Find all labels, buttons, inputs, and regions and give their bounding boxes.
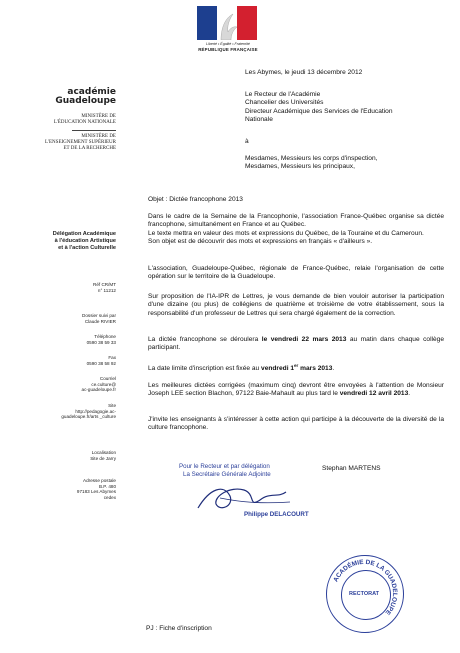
round-stamp-text — [326, 555, 402, 631]
fax: Fax 0590 38 58 92 — [86, 355, 116, 366]
paragraph-final: J'invite les enseignants à s'intéresser à cette action qui participe à la découverte de la diversité de la culture francophone. — [148, 416, 444, 432]
localisation: Localisation Site de Jarry — [90, 450, 116, 461]
recipients-block: Mesdames, Messieurs les corps d'inspection, Mesdames, Messieurs les principaux, — [245, 155, 378, 171]
courriel: Courriel ce.culture@ ac-guadeloupe.fr — [81, 376, 116, 393]
piece-jointe: PJ : Fiche d'inscription — [146, 625, 212, 632]
academie-logo-line2: Guadeloupe — [55, 96, 116, 106]
signer-name: Philippe DELACOURT — [244, 511, 309, 518]
paragraph: Le texte mettra en valeur des mots et expressions du Québec, de la Touraine et du Cameroun. — [148, 229, 424, 237]
body-text — [148, 213, 444, 247]
reference: Réf CR/MT n° 11212 — [93, 282, 116, 293]
ministere-education: MINISTÈRE DE L'ÉDUCATION NATIONALE — [53, 114, 116, 125]
paragraph: L'association, Guadeloupe-Québec, régionale de France-Québec, relaie l'organisation de cette opération sur le territoire de la Guadeloupe. — [148, 265, 444, 281]
paragraph-date-limite: La date limite d'inscription est fixée au vendredi 1er mars 2013. — [148, 363, 335, 373]
academie-logo-line1: académie — [67, 87, 116, 97]
paragraph-copies: Les meilleures dictées corrigées (maximum cinq) devront être envoyées à l'attention de Monsieur Joseph LEE section Blachon, 97122 Baie-Mahault au plus tard le vendredi 12 avril 2013. — [148, 382, 444, 398]
telephone: Téléphone 0590 38 59 33 — [86, 334, 116, 345]
delegation-stamp: Pour le Recteur et par délégation La Secrétaire Générale Adjointe — [179, 463, 271, 478]
paragraph: Sur proposition de l'IA-IPR de Lettres, je vous demande de bien vouloir autoriser la participation d'une dizaine (ou plus) de collégiens de quatrième et troisième de votre établissement, sous la responsabilité d'un professeur de Lettres qui sera chargé également de la correction. — [148, 293, 444, 317]
a-label: à — [245, 138, 249, 145]
ministere-enseignement: MINISTÈRE DE L'ENSEIGNEMENT SUPÉRIEUR ET DE LA RECHERCHE — [45, 134, 116, 151]
delegation-label: Délégation Académique à l'éducation Artistique et à l'action Culturelle — [52, 231, 116, 251]
objet: Objet : Dictée francophone 2013 — [148, 196, 243, 203]
signatory-name: Stephan MARTENS — [322, 465, 381, 472]
adresse-postale: Adresse postale B.P. 480 97183 Les Abymes cedex — [76, 478, 116, 500]
sender-block: Le Recteur de l'Académie Chancelier des Universités Directeur Académique des Services de l'Education Nationale — [245, 91, 393, 124]
paragraph: Son objet est de découvrir des mots et expressions en français « d'ailleurs ». — [148, 238, 373, 246]
republique-flag-logo — [197, 6, 257, 40]
republic-label: RÉPUBLIQUE FRANÇAISE — [198, 47, 258, 52]
dossier-suivi: Dossier suivi par Claude RIVIER — [82, 313, 116, 324]
paragraph-dictee: La dictée francophone se déroulera le vendredi 22 mars 2013 au matin dans chaque collège participant. — [148, 336, 444, 352]
paragraph: Dans le cadre de la Semaine de la Francophonie, l'association France-Québec organise sa dictée francophone, simultanément en France et au Québec. — [148, 213, 444, 229]
motto: Liberté • Égalité • Fraternité — [206, 42, 250, 46]
site: Site http://pedagogie.ac- guadeloupe.fr/arts _culture — [61, 403, 116, 420]
sidebar-divider — [72, 130, 116, 131]
date-line: Les Abymes, le jeudi 13 décembre 2012 — [245, 69, 363, 76]
svg-text:ACADÉMIE DE LA GUADELOUPE: ACADÉMIE DE LA GUADELOUPE — [332, 558, 399, 617]
svg-text:RECTORAT: RECTORAT — [348, 591, 380, 597]
